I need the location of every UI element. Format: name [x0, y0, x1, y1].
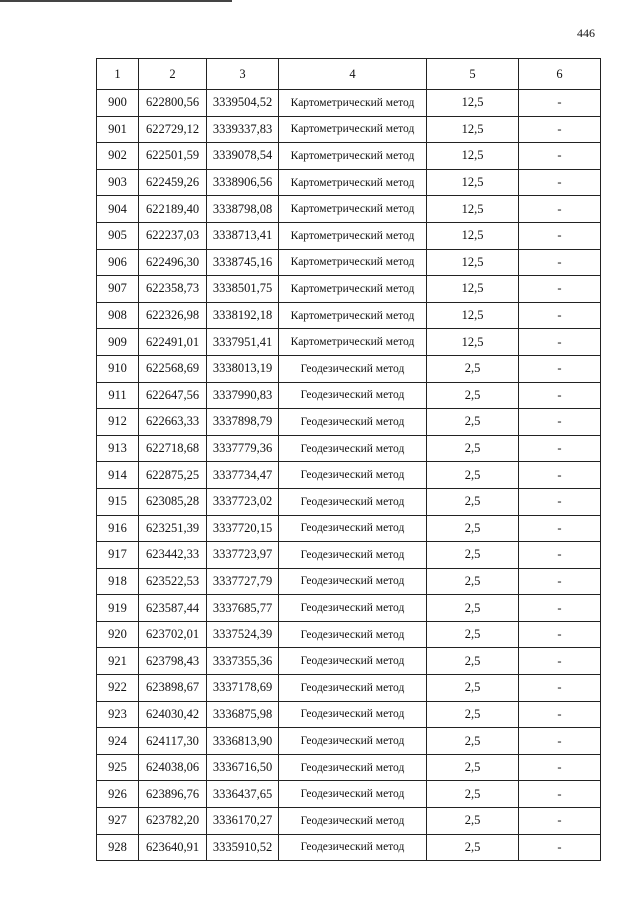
- point-number-cell: 918: [97, 568, 139, 595]
- method-cell: Геодезический метод: [279, 488, 427, 515]
- note-cell: -: [519, 648, 601, 675]
- table-row: [97, 355, 601, 382]
- point-number-cell: 921: [97, 648, 139, 675]
- note-cell: -: [519, 409, 601, 436]
- table-row: [97, 648, 601, 675]
- x-coordinate-cell: 623442,33: [139, 542, 207, 569]
- y-coordinate-cell: 3338192,18: [207, 302, 279, 329]
- x-coordinate-cell: 622491,01: [139, 329, 207, 356]
- table-row: [97, 462, 601, 489]
- point-number-cell: 928: [97, 834, 139, 861]
- x-coordinate-cell: 622501,59: [139, 143, 207, 170]
- method-cell: Картометрический метод: [279, 90, 427, 117]
- x-coordinate-cell: 623896,76: [139, 781, 207, 808]
- method-cell: Геодезический метод: [279, 834, 427, 861]
- page-number: 446: [577, 26, 595, 40]
- point-number-cell: 914: [97, 462, 139, 489]
- table-row: [97, 435, 601, 462]
- method-cell: Картометрический метод: [279, 276, 427, 303]
- point-number-cell: 920: [97, 621, 139, 648]
- x-coordinate-cell: 622496,30: [139, 249, 207, 276]
- table-row: [97, 701, 601, 728]
- note-cell: -: [519, 116, 601, 143]
- x-coordinate-cell: 622459,26: [139, 169, 207, 196]
- y-coordinate-cell: 3337355,36: [207, 648, 279, 675]
- y-coordinate-cell: 3337178,69: [207, 675, 279, 702]
- point-number-cell: 926: [97, 781, 139, 808]
- table-row: [97, 834, 601, 861]
- table-row: [97, 409, 601, 436]
- x-coordinate-cell: 624038,06: [139, 754, 207, 781]
- x-coordinate-cell: 622663,33: [139, 409, 207, 436]
- table-row: [97, 728, 601, 755]
- method-cell: Геодезический метод: [279, 435, 427, 462]
- point-number-cell: 911: [97, 382, 139, 409]
- accuracy-cell: 12,5: [427, 196, 519, 223]
- scan-edge-line: [0, 0, 232, 2]
- point-number-cell: 912: [97, 409, 139, 436]
- header-cell: 6: [519, 59, 601, 90]
- point-number-cell: 917: [97, 542, 139, 569]
- accuracy-cell: 12,5: [427, 143, 519, 170]
- x-coordinate-cell: 623587,44: [139, 595, 207, 622]
- coordinates-table: [96, 58, 601, 861]
- table-row: [97, 116, 601, 143]
- point-number-cell: 922: [97, 675, 139, 702]
- header-cell: 2: [139, 59, 207, 90]
- note-cell: -: [519, 329, 601, 356]
- x-coordinate-cell: 622718,68: [139, 435, 207, 462]
- x-coordinate-cell: 623898,67: [139, 675, 207, 702]
- note-cell: -: [519, 542, 601, 569]
- point-number-cell: 903: [97, 169, 139, 196]
- table-row: [97, 675, 601, 702]
- point-number-cell: 927: [97, 808, 139, 835]
- point-number-cell: 907: [97, 276, 139, 303]
- y-coordinate-cell: 3337734,47: [207, 462, 279, 489]
- accuracy-cell: 2,5: [427, 515, 519, 542]
- accuracy-cell: 2,5: [427, 834, 519, 861]
- x-coordinate-cell: 622189,40: [139, 196, 207, 223]
- y-coordinate-cell: 3338013,19: [207, 355, 279, 382]
- header-cell: 5: [427, 59, 519, 90]
- note-cell: -: [519, 355, 601, 382]
- accuracy-cell: 12,5: [427, 169, 519, 196]
- x-coordinate-cell: 623702,01: [139, 621, 207, 648]
- point-number-cell: 925: [97, 754, 139, 781]
- method-cell: Геодезический метод: [279, 382, 427, 409]
- y-coordinate-cell: 3337951,41: [207, 329, 279, 356]
- method-cell: Геодезический метод: [279, 648, 427, 675]
- point-number-cell: 913: [97, 435, 139, 462]
- method-cell: Геодезический метод: [279, 728, 427, 755]
- table-row: [97, 222, 601, 249]
- accuracy-cell: 2,5: [427, 435, 519, 462]
- method-cell: Геодезический метод: [279, 355, 427, 382]
- accuracy-cell: 2,5: [427, 648, 519, 675]
- table-header-row: [97, 59, 601, 90]
- y-coordinate-cell: 3336437,65: [207, 781, 279, 808]
- note-cell: -: [519, 276, 601, 303]
- y-coordinate-cell: 3337779,36: [207, 435, 279, 462]
- method-cell: Геодезический метод: [279, 595, 427, 622]
- accuracy-cell: 2,5: [427, 621, 519, 648]
- x-coordinate-cell: 622237,03: [139, 222, 207, 249]
- table-row: [97, 595, 601, 622]
- point-number-cell: 906: [97, 249, 139, 276]
- method-cell: Геодезический метод: [279, 568, 427, 595]
- table-row: [97, 302, 601, 329]
- accuracy-cell: 12,5: [427, 222, 519, 249]
- note-cell: -: [519, 568, 601, 595]
- accuracy-cell: 2,5: [427, 808, 519, 835]
- y-coordinate-cell: 3337685,77: [207, 595, 279, 622]
- method-cell: Геодезический метод: [279, 542, 427, 569]
- accuracy-cell: 2,5: [427, 542, 519, 569]
- point-number-cell: 908: [97, 302, 139, 329]
- point-number-cell: 902: [97, 143, 139, 170]
- x-coordinate-cell: 622875,25: [139, 462, 207, 489]
- method-cell: Геодезический метод: [279, 808, 427, 835]
- table-row: [97, 90, 601, 117]
- table-row: [97, 808, 601, 835]
- note-cell: -: [519, 728, 601, 755]
- y-coordinate-cell: 3337524,39: [207, 621, 279, 648]
- method-cell: Геодезический метод: [279, 701, 427, 728]
- note-cell: -: [519, 834, 601, 861]
- x-coordinate-cell: 623085,28: [139, 488, 207, 515]
- accuracy-cell: 2,5: [427, 675, 519, 702]
- y-coordinate-cell: 3339078,54: [207, 143, 279, 170]
- method-cell: Геодезический метод: [279, 621, 427, 648]
- table-row: [97, 382, 601, 409]
- point-number-cell: 916: [97, 515, 139, 542]
- method-cell: Картометрический метод: [279, 116, 427, 143]
- accuracy-cell: 2,5: [427, 355, 519, 382]
- y-coordinate-cell: 3337898,79: [207, 409, 279, 436]
- x-coordinate-cell: 622729,12: [139, 116, 207, 143]
- y-coordinate-cell: 3336170,27: [207, 808, 279, 835]
- method-cell: Геодезический метод: [279, 462, 427, 489]
- table-row: [97, 488, 601, 515]
- method-cell: Геодезический метод: [279, 409, 427, 436]
- header-cell: 1: [97, 59, 139, 90]
- y-coordinate-cell: 3338501,75: [207, 276, 279, 303]
- accuracy-cell: 12,5: [427, 90, 519, 117]
- x-coordinate-cell: 622647,56: [139, 382, 207, 409]
- accuracy-cell: 12,5: [427, 116, 519, 143]
- point-number-cell: 919: [97, 595, 139, 622]
- note-cell: -: [519, 196, 601, 223]
- table-row: [97, 329, 601, 356]
- method-cell: Картометрический метод: [279, 249, 427, 276]
- point-number-cell: 915: [97, 488, 139, 515]
- accuracy-cell: 12,5: [427, 249, 519, 276]
- table-row: [97, 754, 601, 781]
- point-number-cell: 924: [97, 728, 139, 755]
- note-cell: -: [519, 169, 601, 196]
- x-coordinate-cell: 624117,30: [139, 728, 207, 755]
- method-cell: Картометрический метод: [279, 329, 427, 356]
- point-number-cell: 904: [97, 196, 139, 223]
- note-cell: -: [519, 222, 601, 249]
- note-cell: -: [519, 701, 601, 728]
- table-row: [97, 568, 601, 595]
- method-cell: Картометрический метод: [279, 302, 427, 329]
- y-coordinate-cell: 3337720,15: [207, 515, 279, 542]
- table-row: [97, 169, 601, 196]
- accuracy-cell: 2,5: [427, 701, 519, 728]
- method-cell: Картометрический метод: [279, 143, 427, 170]
- method-cell: Геодезический метод: [279, 781, 427, 808]
- note-cell: -: [519, 90, 601, 117]
- note-cell: -: [519, 515, 601, 542]
- point-number-cell: 901: [97, 116, 139, 143]
- x-coordinate-cell: 622358,73: [139, 276, 207, 303]
- header-cell: 4: [279, 59, 427, 90]
- method-cell: Геодезический метод: [279, 675, 427, 702]
- x-coordinate-cell: 623782,20: [139, 808, 207, 835]
- accuracy-cell: 2,5: [427, 409, 519, 436]
- y-coordinate-cell: 3336716,50: [207, 754, 279, 781]
- accuracy-cell: 12,5: [427, 302, 519, 329]
- table-row: [97, 276, 601, 303]
- note-cell: -: [519, 675, 601, 702]
- method-cell: Картометрический метод: [279, 196, 427, 223]
- x-coordinate-cell: 623640,91: [139, 834, 207, 861]
- y-coordinate-cell: 3336875,98: [207, 701, 279, 728]
- y-coordinate-cell: 3337723,02: [207, 488, 279, 515]
- x-coordinate-cell: 623522,53: [139, 568, 207, 595]
- x-coordinate-cell: 622800,56: [139, 90, 207, 117]
- accuracy-cell: 2,5: [427, 568, 519, 595]
- x-coordinate-cell: 622326,98: [139, 302, 207, 329]
- point-number-cell: 900: [97, 90, 139, 117]
- table-row: [97, 249, 601, 276]
- note-cell: -: [519, 435, 601, 462]
- y-coordinate-cell: 3339504,52: [207, 90, 279, 117]
- point-number-cell: 905: [97, 222, 139, 249]
- note-cell: -: [519, 462, 601, 489]
- note-cell: -: [519, 382, 601, 409]
- note-cell: -: [519, 781, 601, 808]
- note-cell: -: [519, 808, 601, 835]
- x-coordinate-cell: 623798,43: [139, 648, 207, 675]
- note-cell: -: [519, 249, 601, 276]
- method-cell: Картометрический метод: [279, 222, 427, 249]
- table-row: [97, 542, 601, 569]
- y-coordinate-cell: 3338745,16: [207, 249, 279, 276]
- note-cell: -: [519, 143, 601, 170]
- table-row: [97, 143, 601, 170]
- accuracy-cell: 2,5: [427, 462, 519, 489]
- y-coordinate-cell: 3338798,08: [207, 196, 279, 223]
- point-number-cell: 910: [97, 355, 139, 382]
- accuracy-cell: 2,5: [427, 382, 519, 409]
- accuracy-cell: 12,5: [427, 329, 519, 356]
- y-coordinate-cell: 3339337,83: [207, 116, 279, 143]
- accuracy-cell: 2,5: [427, 595, 519, 622]
- x-coordinate-cell: 622568,69: [139, 355, 207, 382]
- method-cell: Геодезический метод: [279, 754, 427, 781]
- method-cell: Геодезический метод: [279, 515, 427, 542]
- y-coordinate-cell: 3337990,83: [207, 382, 279, 409]
- accuracy-cell: 2,5: [427, 781, 519, 808]
- accuracy-cell: 2,5: [427, 728, 519, 755]
- table-row: [97, 781, 601, 808]
- accuracy-cell: 2,5: [427, 488, 519, 515]
- table-row: [97, 196, 601, 223]
- x-coordinate-cell: 623251,39: [139, 515, 207, 542]
- y-coordinate-cell: 3338906,56: [207, 169, 279, 196]
- note-cell: -: [519, 595, 601, 622]
- y-coordinate-cell: 3338713,41: [207, 222, 279, 249]
- accuracy-cell: 2,5: [427, 754, 519, 781]
- note-cell: -: [519, 488, 601, 515]
- y-coordinate-cell: 3337723,97: [207, 542, 279, 569]
- point-number-cell: 923: [97, 701, 139, 728]
- note-cell: -: [519, 302, 601, 329]
- accuracy-cell: 12,5: [427, 276, 519, 303]
- y-coordinate-cell: 3337727,79: [207, 568, 279, 595]
- table-row: [97, 621, 601, 648]
- table-row: [97, 515, 601, 542]
- x-coordinate-cell: 624030,42: [139, 701, 207, 728]
- y-coordinate-cell: 3335910,52: [207, 834, 279, 861]
- y-coordinate-cell: 3336813,90: [207, 728, 279, 755]
- note-cell: -: [519, 621, 601, 648]
- header-cell: 3: [207, 59, 279, 90]
- point-number-cell: 909: [97, 329, 139, 356]
- method-cell: Картометрический метод: [279, 169, 427, 196]
- note-cell: -: [519, 754, 601, 781]
